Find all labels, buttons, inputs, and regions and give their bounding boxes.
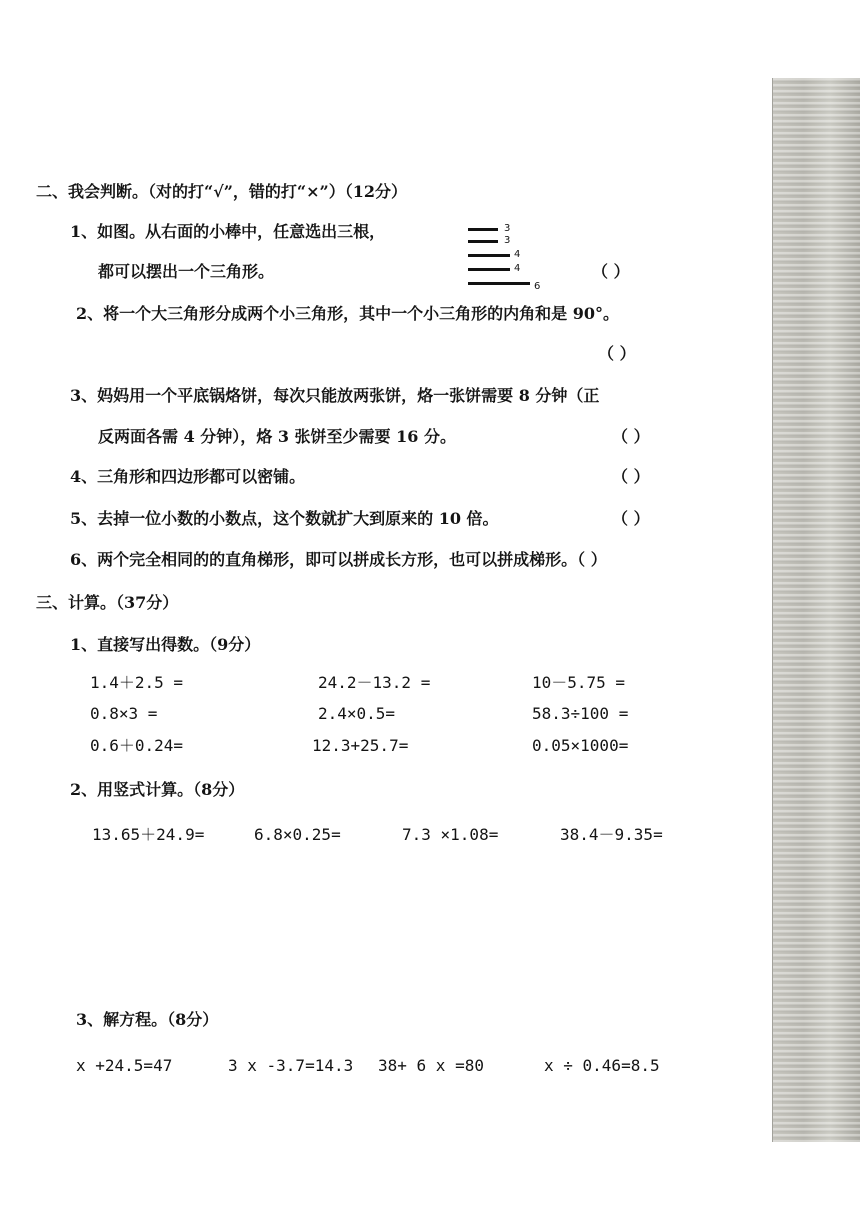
q6-line-1: 6、两个完全相同的的直角梯形，即可以拼成长方形，也可以拼成梯形。（ ） [70,550,607,569]
part-3-title: 3、解方程。（8分） [76,1010,219,1029]
stick-2-label: 3 [504,235,511,246]
equation-3: 38+ 6 x =80 [378,1056,484,1075]
q3-line-2: 反两面各需 4 分钟），烙 3 张饼至少需要 16 分。 [98,427,456,446]
stick-2 [468,240,498,243]
mental-r1-c3: 10－5.75 = [532,673,626,692]
q5-answer-bracket[interactable]: （ ） [612,509,650,528]
stick-5-label: 6 [534,281,541,292]
section-3-title: 三、计算。（37分） [36,593,179,612]
equation-4: x ÷ 0.46=8.5 [544,1056,660,1075]
q1-answer-bracket[interactable]: （ ） [592,262,630,281]
q1-line-1: 1、如图。从右面的小棒中，任意选出三根， [70,222,386,241]
mental-r3-c2: 12.3+25.7= [312,736,409,755]
q2-answer-bracket[interactable]: （ ） [598,344,636,363]
mental-r2-c2: 2.4×0.5= [318,704,396,723]
equation-2: 3 x -3.7=14.3 [228,1056,354,1075]
q4-line-1: 4、三角形和四边形都可以密铺。 [70,467,306,486]
equation-1: x +24.5=47 [76,1056,173,1075]
mental-r1-c2: 24.2－13.2 = [318,673,431,692]
q4-answer-bracket[interactable]: （ ） [612,467,650,486]
q1-line-2: 都可以摆出一个三角形。 [98,262,275,281]
sticks-figure [466,223,556,292]
stick-1 [468,228,498,231]
q5-line-1: 5、去掉一位小数的小数点，这个数就扩大到原来的 10 倍。 [70,509,499,528]
mental-r2-c3: 58.3÷100 = [532,704,629,723]
mental-r3-c1: 0.6＋0.24= [90,736,184,755]
vertical-2: 6.8×0.25= [254,825,341,844]
part-1-title: 1、直接写出得数。（9分） [70,635,261,654]
mental-r2-c1: 0.8×3 = [90,704,158,723]
scanned-paper-edge [772,78,860,1142]
stick-1-label: 3 [504,223,511,234]
mental-r1-c1: 1.4＋2.5 = [90,673,184,692]
part-2-title: 2、用竖式计算。（8分） [70,780,245,799]
stick-3-label: 4 [514,249,521,260]
section-2-title: 二、我会判断。（对的打“√”，错的打“×”）（12分） [36,182,408,201]
q3-line-1: 3、妈妈用一个平底锅烙饼，每次只能放两张饼，烙一张饼需要 8 分钟（正 [70,386,600,405]
q2-line-1: 2、将一个大三角形分成两个小三角形，其中一个小三角形的内角和是 90°。 [76,304,619,323]
vertical-1: 13.65＋24.9= [92,825,205,844]
stick-4 [468,268,510,271]
stick-4-label: 4 [514,263,521,274]
stick-3 [468,254,510,257]
vertical-4: 38.4－9.35= [560,825,663,844]
mental-r3-c3: 0.05×1000= [532,736,629,755]
q3-answer-bracket[interactable]: （ ） [612,427,650,446]
vertical-3: 7.3 ×1.08= [402,825,499,844]
stick-5 [468,282,530,285]
